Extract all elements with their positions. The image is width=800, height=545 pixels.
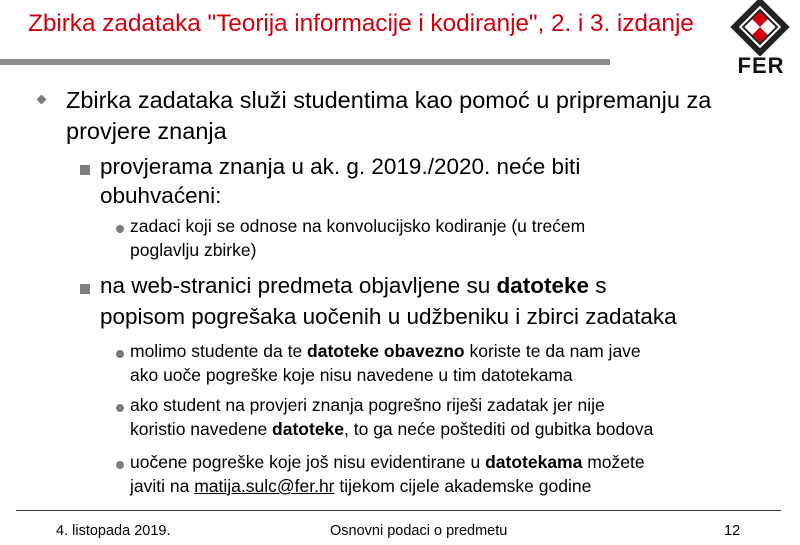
- square-bullet-icon: [80, 165, 90, 175]
- fer-emblem-icon: [727, 0, 793, 56]
- bullet-1-line-1: Zbirka zadataka služi studentima kao pomoć u pripremanju za: [66, 87, 712, 113]
- footer-date: 4. listopada 2019.: [56, 523, 171, 539]
- sub-2-item-2-text-b: , to ga neće poštediti od gubitka bodova: [344, 419, 654, 439]
- contact-email-link[interactable]: matija.sulc@fer.hr: [194, 476, 335, 496]
- round-bullet-icon: [116, 350, 124, 358]
- sub-1-item-1-line-1: zadaci koji se odnose na konvolucijsko kodiranje (u trećem: [130, 216, 586, 236]
- fer-logo: [727, 0, 793, 78]
- sub-2-item-3-text-d: tijekom cijele akademske godine: [334, 476, 592, 496]
- sub-2-item-3-text-a: uočene pogreške koje još nisu evidentirane u: [130, 452, 486, 472]
- round-bullet-icon: [116, 461, 124, 469]
- footer-section: Osnovni podaci o predmetu: [330, 523, 508, 539]
- sub-2-item-1-text-b: koriste te da nam jave: [464, 341, 641, 361]
- sub-2-item-2-line-2: [130, 419, 653, 440]
- sub-1-line-1: provjerama znanja u ak. g. 2019./2020. neće biti: [100, 154, 581, 179]
- sub-2-line-2: popisom pogrešaka uočenih u udžbeniku i zbirci zadataka: [100, 304, 677, 329]
- sub-2-item-1-line-1: [130, 341, 641, 362]
- bullet-1-line-2: provjere znanja: [66, 118, 227, 144]
- sub-2-line-1-text-b: s: [589, 273, 607, 298]
- sub-1-line-2: obuhvaćeni:: [100, 183, 222, 208]
- sub-2-line-1-text-a: na web-stranici predmeta objavljene su: [100, 273, 497, 298]
- diamond-bullet-icon: [37, 95, 47, 105]
- sub-2-line-1-bold: datoteke: [496, 273, 589, 298]
- fer-wordmark: FER: [737, 53, 785, 78]
- round-bullet-icon: [116, 225, 124, 233]
- sub-2-item-2-line-1: ako student na provjeri znanja pogrešno riješi zadatak jer nije: [130, 395, 605, 415]
- sub-2-item-2-text-a: koristio navedene: [130, 419, 273, 439]
- sub-2-item-3-line-2: [130, 476, 591, 497]
- title-underline: [0, 59, 610, 65]
- sub-2-item-3-text-c: javiti na: [130, 476, 195, 496]
- sub-2-item-3-bold: datotekama: [485, 452, 583, 472]
- sub-2-item-1-line-2: ako uoče pogreške koje nisu navedene u tim datotekama: [130, 365, 573, 385]
- round-bullet-icon: [116, 404, 124, 412]
- sub-2-item-2-bold: datoteke: [272, 419, 345, 439]
- sub-1-item-1-line-2: poglavlju zbirke): [130, 240, 257, 260]
- slide-title: Zbirka zadataka "Teorija informacije i kodiranje", 2. i 3. izdanje: [28, 10, 694, 37]
- sub-2-item-1-bold: datoteke obavezno: [307, 341, 465, 361]
- footer-divider: [16, 510, 781, 511]
- footer-page-number: 12: [724, 523, 741, 539]
- sub-2-item-3-text-b: možete: [582, 452, 645, 472]
- sub-2-item-1-text-a: molimo studente da te: [130, 341, 308, 361]
- sub-2-item-3-line-1: [130, 452, 645, 473]
- sub-2-line-1: [100, 273, 607, 299]
- square-bullet-icon: [80, 284, 90, 294]
